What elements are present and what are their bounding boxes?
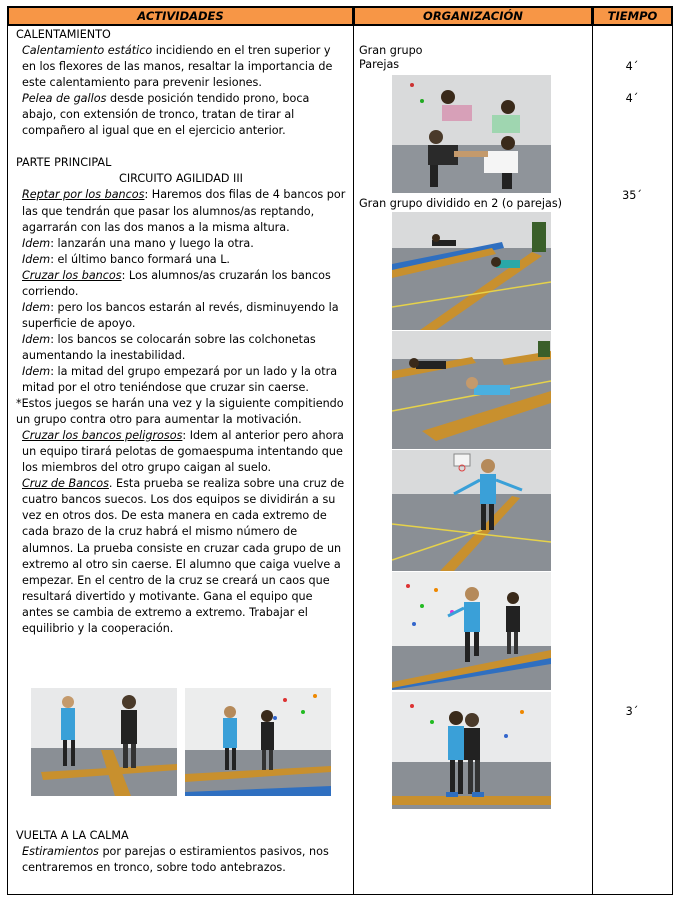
- column-divider: [353, 7, 354, 894]
- org-warmup-pairs: Parejas: [359, 58, 400, 71]
- activity-term: Idem: [22, 236, 51, 250]
- activity-text: por parejas o estiramientos pasivos, nos centraremos en tronco, sobre todo antebrazos.: [22, 845, 329, 875]
- activity-term: Cruzar los bancos: [22, 268, 122, 282]
- warmup-paragraph-1: [16, 43, 346, 91]
- photo-bench-cross-1: [31, 688, 177, 796]
- activity-text: : Idem al anterior pero ahora un equipo tirará pelotas de gomaespuma intentando que los miembros del otro grupo caigan al suelo.: [22, 429, 344, 475]
- photo-crossing-benches: [392, 572, 551, 690]
- activity-text: : pero los bancos estarán al revés, disminuyendo la superficie de apoyo.: [22, 300, 339, 330]
- warmup-term: Calentamiento estático: [22, 44, 153, 58]
- activity-text: : el último banco formará una L.: [50, 252, 230, 266]
- idem-paragraph: [16, 300, 346, 332]
- header-time: TIEMPO: [593, 7, 672, 26]
- activity-term: Idem: [22, 300, 51, 314]
- idem-paragraph: [16, 364, 346, 396]
- warmup-text: incidiendo en el tren superior y en los flexores de las manos, resaltar la importancia de este calentamiento para prevenir lesiones.: [22, 44, 333, 90]
- activity-text: : la mitad del grupo empezará por un lado y la otra mitad por el otro teniéndose que cruzar sin caerse.: [22, 364, 338, 395]
- activity-term: Estiramientos: [22, 845, 99, 859]
- time-warmup-cockfight: 4´: [625, 92, 639, 105]
- activity-text: . Esta prueba se realiza sobre una cruz de cuatro bancos suecos. Los dos equipos se dividirán a su vez en otros dos. De esta manera en cada extremo de cada brazo de la cruz habrá el mismo número de alumnos. La prueba consiste en cruzar cada grupo de un extremo al otro sin caerse. El alumno que caiga vuelve a empezar. En el centro de la cruz se creará un caos que resultará divertido y motivante. Gana el equipo que antes se cambia de extremo a extremo. Trabajar el equilibrio y la cooperación.: [22, 477, 345, 635]
- org-warmup: [359, 44, 423, 72]
- activity-term: Cruzar los bancos peligrosos: [22, 429, 183, 443]
- note-paragraph: *Estos juegos se harán una vez y la siguiente compitiendo un grupo contra otro para aumentar la motivación.: [16, 397, 344, 427]
- column-divider: [592, 7, 593, 894]
- cruzar-paragraph: [16, 268, 346, 300]
- peligrosos-paragraph: [16, 428, 346, 476]
- activity-term: Cruz de Bancos: [22, 477, 109, 491]
- warmup-title: CALENTAMIENTO: [16, 28, 111, 41]
- photo-pairs-warmup: [392, 75, 551, 193]
- time-cooldown: 3´: [625, 705, 639, 718]
- org-main: Gran grupo dividido en 2 (o parejas): [359, 197, 563, 210]
- photo-balance-bench: [392, 450, 551, 571]
- activity-text: : lanzarán una mano y luego la otra.: [50, 236, 254, 250]
- time-warmup-static: 4´: [625, 60, 639, 73]
- circuit-title: CIRCUITO AGILIDAD III: [119, 172, 243, 186]
- idem-paragraph: [16, 252, 346, 268]
- activity-text: : los bancos se colocarán sobre las colchonetas aumentando la inestabilidad.: [22, 332, 316, 362]
- activity-term: Idem: [22, 252, 51, 266]
- header-activities: ACTIVIDADES: [8, 7, 353, 26]
- warmup-text: desde posición tendido prono, boca abajo, con extensión de tronco, tratan de tirar al compañero al igual que en el ejercicio anterior.: [22, 92, 310, 138]
- photo-crawl-benches-2: [392, 331, 551, 449]
- activity-term: Idem: [22, 332, 51, 346]
- activities-cell: [16, 27, 346, 637]
- time-main: 35´: [622, 189, 642, 202]
- activity-text: : Los alumnos/as cruzarán los bancos corriendo.: [22, 268, 331, 298]
- idem-paragraph: [16, 332, 346, 364]
- main-title: PARTE PRINCIPAL: [16, 156, 112, 170]
- cruz-paragraph: [16, 476, 346, 636]
- activity-term: Reptar por los bancos: [22, 188, 145, 202]
- org-warmup-large-group: Gran grupo: [359, 44, 423, 57]
- warmup-paragraph-2: [16, 91, 346, 139]
- warmup-term: Pelea de gallos: [22, 92, 107, 106]
- cooldown-title: VUELTA A LA CALMA: [16, 829, 129, 842]
- photo-crawl-benches-1: [392, 212, 551, 330]
- photo-pair-balance: [392, 692, 551, 809]
- activity-term: Idem: [22, 364, 51, 378]
- idem-paragraph: [16, 236, 346, 252]
- cooldown-paragraph: [16, 844, 346, 876]
- activity-text: : Haremos dos filas de 4 bancos por las que tendrán que pasar los alumnos/as reptando, agarrarán con las dos manos a la misma altura.: [22, 188, 346, 234]
- reptar-paragraph: [16, 187, 346, 235]
- header-organization: ORGANIZACIÓN: [354, 7, 592, 26]
- photo-bench-cross-2: [185, 688, 331, 796]
- cooldown-cell: [16, 828, 346, 876]
